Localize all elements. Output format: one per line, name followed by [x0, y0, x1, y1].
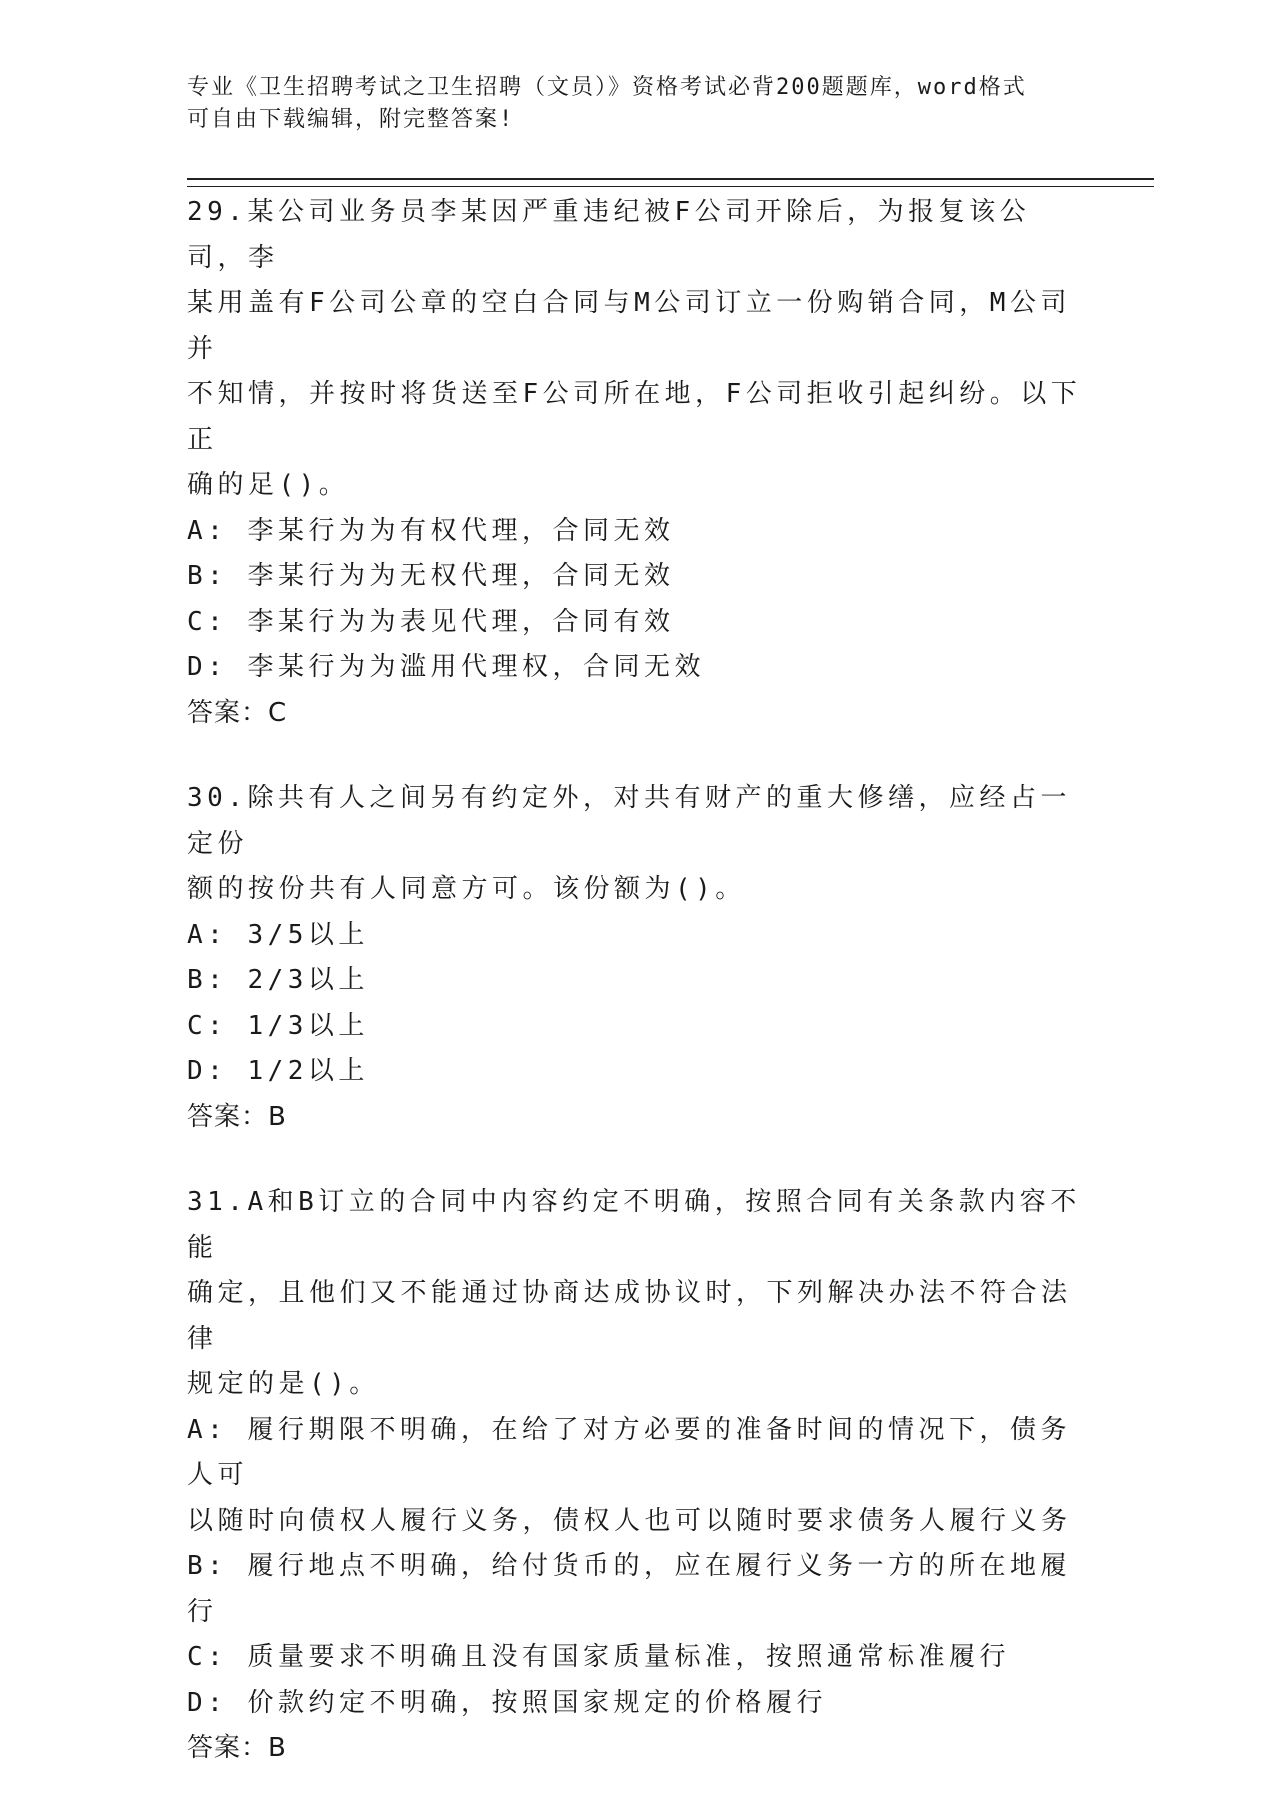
question-stem: [187, 776, 1087, 913]
option-a: A: 李某行为为有权代理，合同无效: [187, 515, 675, 546]
stem-line: 不知情，并按时将货送至F公司所在地，F公司拒收引起纠纷。以下正: [187, 379, 1082, 455]
header-line-2: 可自由下载编辑，附完整答案!: [187, 107, 515, 132]
header-line-1: 专业《卫生招聘考试之卫生招聘（文员）》资格考试必背200题题库，word格式: [187, 75, 1027, 100]
option-b: B: 李某行为为无权代理，合同无效: [187, 561, 675, 591]
stem-line: 确的足()。: [187, 470, 350, 500]
question-list: [187, 190, 1087, 1812]
stem-line: 29.某公司业务员李某因严重违纪被F公司开除后，为报复该公司，李: [187, 197, 1031, 273]
option-a: A: 履行期限不明确，在给了对方必要的准备时间的情况下，债务人可: [187, 1414, 1071, 1490]
question-stem: [187, 1180, 1087, 1408]
answer-line: 答案：B: [187, 1733, 287, 1763]
question-stem: [187, 190, 1087, 509]
question-31: [187, 1180, 1087, 1772]
option-d: D: 1/2以上: [187, 1056, 369, 1086]
answer-line: 答案：C: [187, 697, 288, 728]
stem-line: 31.A和B订立的合同中内容约定不明确，按照合同有关条款内容不能: [187, 1187, 1081, 1263]
stem-line: 某用盖有F公司公章的空白合同与M公司订立一份购销合同，M公司并: [187, 288, 1071, 364]
question-30: [187, 776, 1087, 1140]
option-b: B: 2/3以上: [187, 965, 369, 995]
option-c: C: 1/3以上: [187, 1010, 369, 1041]
stem-line: 确定，且他们又不能通过协商达成协议时，下列解决办法不符合法律: [187, 1278, 1072, 1354]
option-b: B: 履行地点不明确，给付货币的，应在履行义务一方的所在地履行: [187, 1551, 1071, 1627]
document-header: [187, 72, 1067, 136]
stem-line: 规定的是()。: [187, 1369, 380, 1399]
option-a: A: 3/5以上: [187, 919, 369, 950]
stem-line: 额的按份共有人同意方可。该份额为()。: [187, 874, 746, 904]
header-divider: [187, 178, 1154, 187]
question-29: [187, 190, 1087, 736]
option-a-continued: 以随时向债权人履行义务，债权人也可以随时要求债务人履行义务: [187, 1505, 1072, 1536]
option-c: C: 李某行为为表见代理，合同有效: [187, 606, 675, 637]
option-c: C: 质量要求不明确且没有国家质量标准，按照通常标准履行: [187, 1642, 1010, 1672]
answer-line: 答案：B: [187, 1101, 287, 1132]
option-d: D: 价款约定不明确，按照国家规定的价格履行: [187, 1687, 827, 1718]
stem-line: 30.除共有人之间另有约定外，对共有财产的重大修缮，应经占一定份: [187, 783, 1071, 859]
option-d: D: 李某行为为滥用代理权，合同无效: [187, 652, 705, 682]
